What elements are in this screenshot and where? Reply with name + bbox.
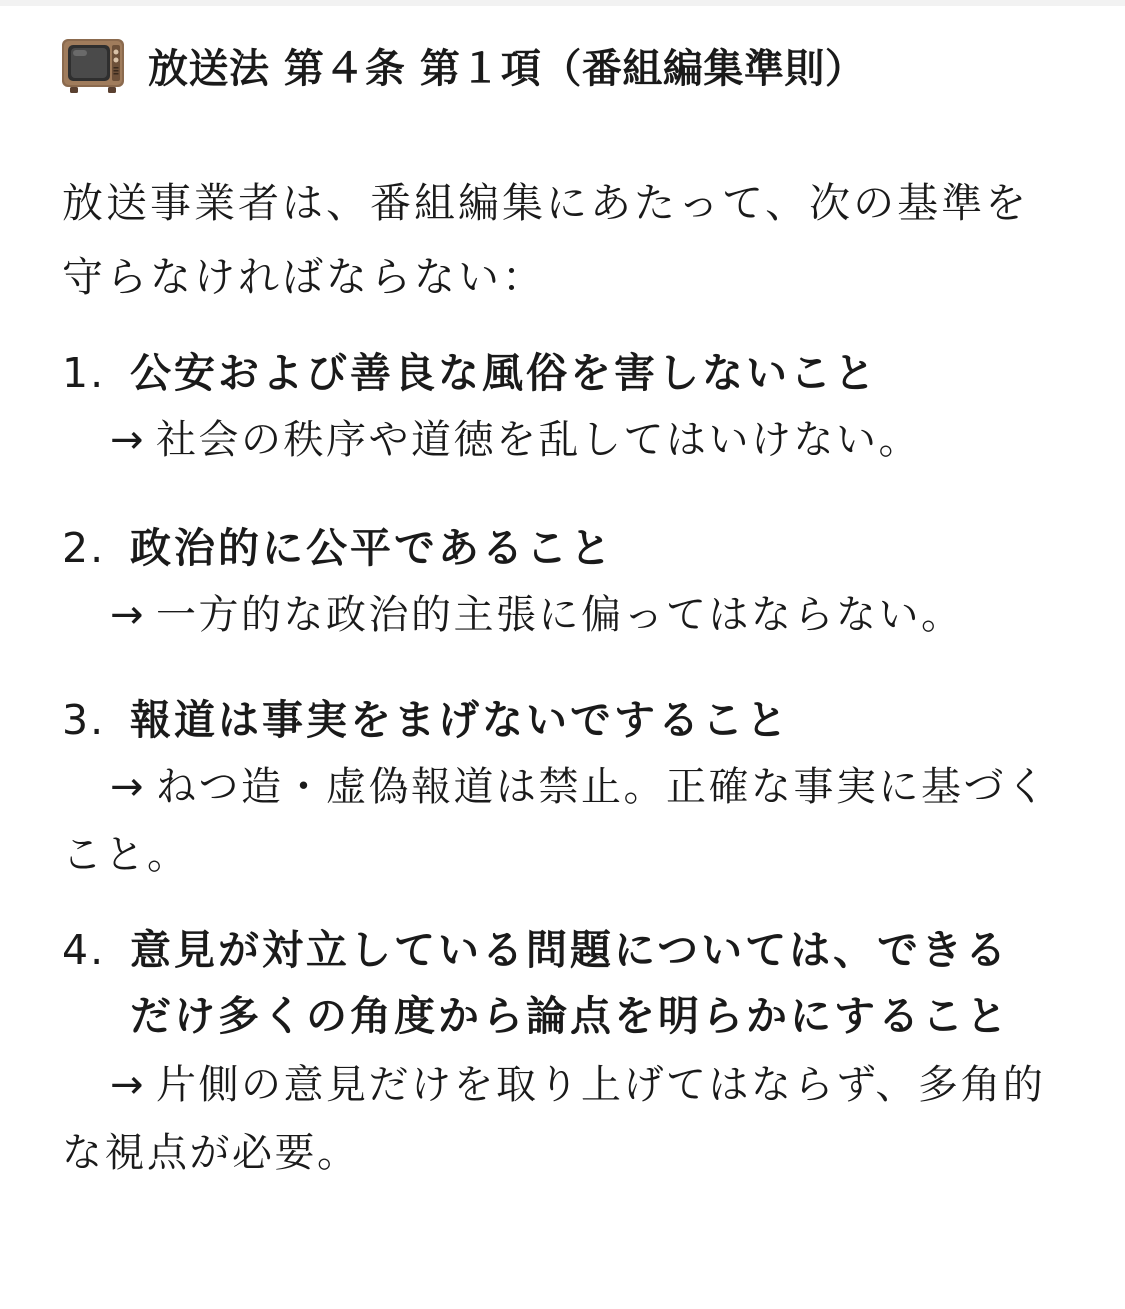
item-note [62,581,1062,649]
item-number: 1. [62,349,106,397]
item-note [62,406,1062,474]
arrow-icon: → [110,1062,147,1108]
item-number: 4. [62,926,106,974]
page-title: 放送法 第４条 第１項（番組編集準則） [148,45,866,92]
standards-list [62,340,1062,1187]
arrow-icon: → [110,417,147,463]
intro-text: 放送事業者は、番組編集にあたって、次の基準を守らなければならない： [62,179,1030,301]
item-title: 政治的に公平であること [130,524,614,572]
item-title: 意見が対立している問題については、できるだけ多くの角度から論点を明らかにすること [130,926,1010,1040]
arrow-icon: → [110,592,147,638]
item-note-text: 一方的な政治的主張に偏ってはならない。 [156,592,964,638]
arrow-icon: → [110,764,147,810]
item-number: 2. [62,524,106,572]
list-item [62,687,1062,917]
television-icon [60,35,126,95]
list-item [62,515,1062,687]
item-note-text: 片側の意見だけを取り上げてはならず、多角的な視点が必要。 [62,1062,1046,1176]
list-item [62,340,1062,515]
item-title: 報道は事実をまげないですること [130,696,790,744]
item-note-text: 社会の秩序や道徳を乱してはいけない。 [156,417,922,463]
item-note [62,1051,1062,1187]
list-item [62,917,1062,1187]
item-number: 3. [62,696,106,744]
item-note-text: ねつ造・虚偽報道は禁止。正確な事実に基づくこと。 [62,764,1049,878]
item-title: 公安および善良な風俗を害しないこと [130,349,878,397]
top-divider [0,0,1125,6]
header [60,30,865,100]
item-note [62,753,1062,889]
